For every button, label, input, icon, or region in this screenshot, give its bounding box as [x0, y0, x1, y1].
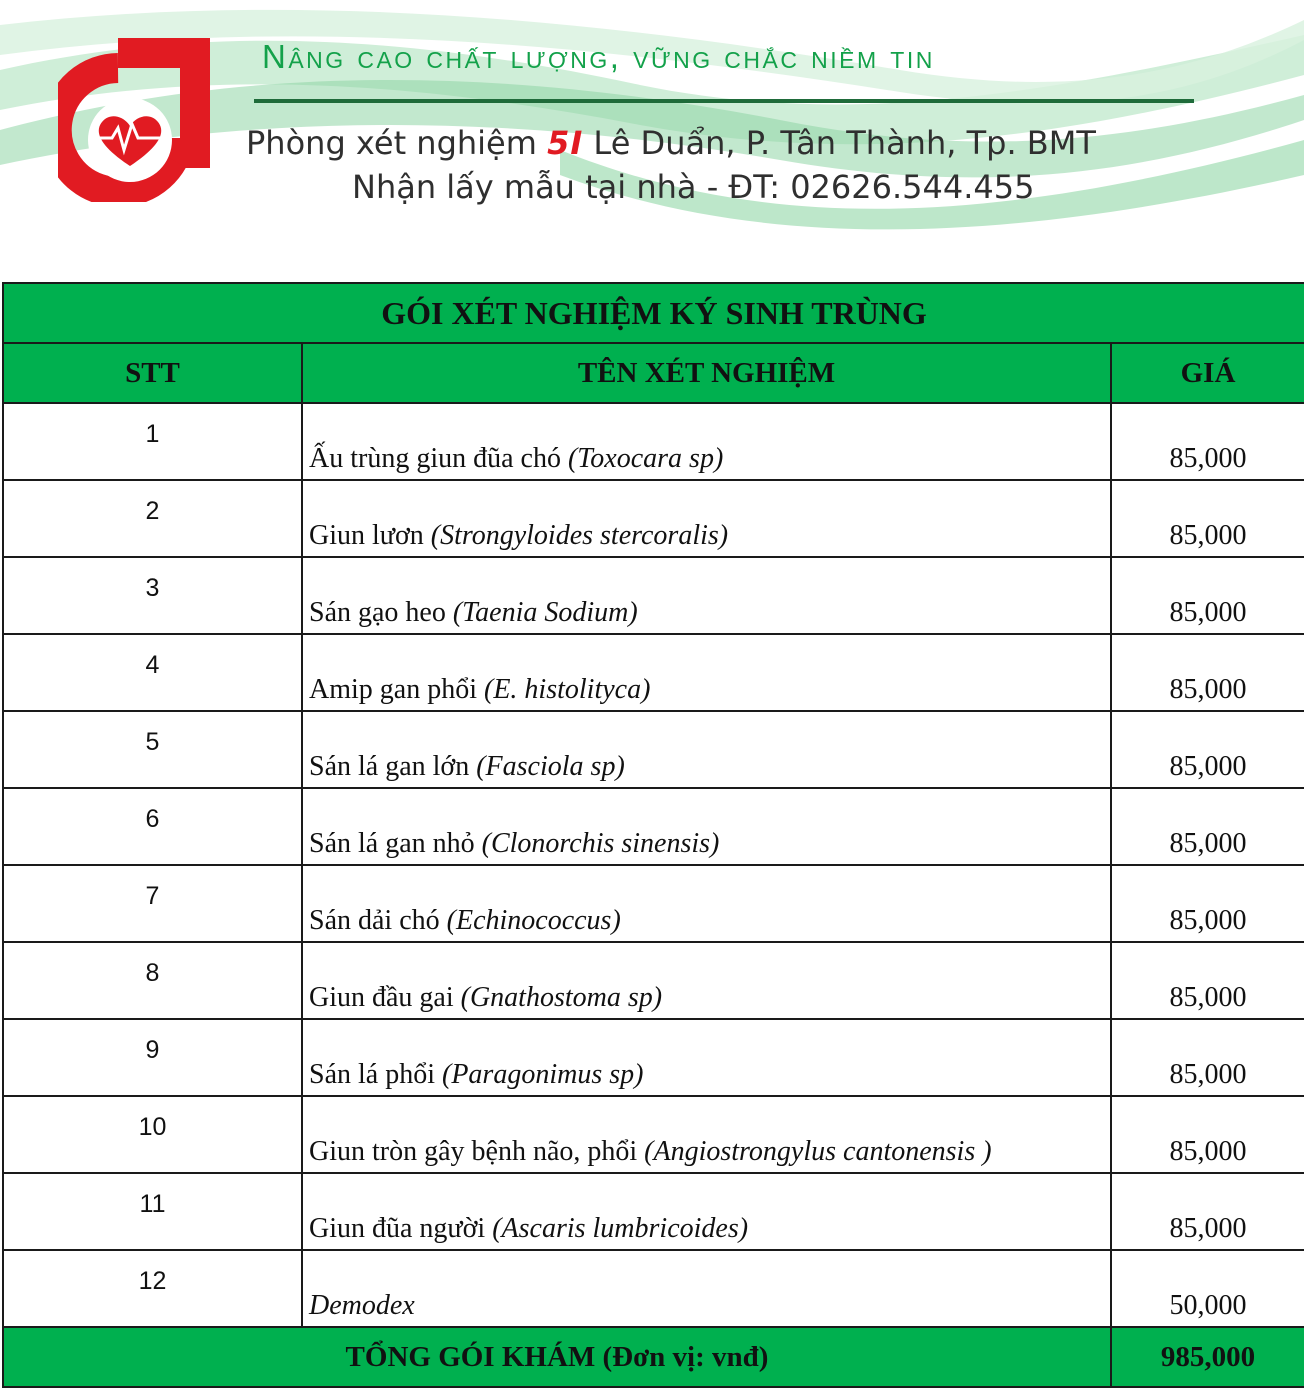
- address-line: [246, 124, 1096, 162]
- test-name-vi: Ấu trùng giun đũa chó: [309, 443, 561, 474]
- table-row: [3, 788, 1304, 865]
- header-name: TÊN XÉT NGHIỆM: [302, 343, 1111, 403]
- table-row: [3, 1096, 1304, 1173]
- row-test-name: [302, 480, 1111, 557]
- test-name-vi: Giun tròn gây bệnh não, phổi: [309, 1136, 638, 1167]
- row-price: 85,000: [1111, 1096, 1304, 1173]
- test-name-vi: Sán lá phổi: [309, 1059, 435, 1090]
- table-row: [3, 1019, 1304, 1096]
- table-row: [3, 557, 1304, 634]
- test-name-scientific: (Gnathostoma sp): [460, 982, 663, 1013]
- test-name-scientific: (Clonorchis sinensis): [481, 828, 720, 859]
- test-name-vi: Sán lá gan nhỏ: [309, 828, 475, 859]
- test-name-scientific: (Fasciola sp): [476, 751, 625, 782]
- table-row: [3, 865, 1304, 942]
- table-title-row: [3, 283, 1304, 343]
- clinic-logo: [58, 32, 218, 202]
- test-name-scientific: (Toxocara sp): [567, 443, 724, 474]
- table-row: [3, 634, 1304, 711]
- row-stt: 7: [3, 865, 302, 942]
- price-table: [2, 282, 1304, 1388]
- test-name-vi: Giun đũa người: [309, 1213, 486, 1244]
- table-row: [3, 711, 1304, 788]
- test-name-scientific: (E. histolityca): [484, 674, 651, 705]
- table-row: [3, 1250, 1304, 1327]
- address-suffix: Lê Duẩn, P. Tân Thành, Tp. BMT: [593, 124, 1096, 162]
- test-name-scientific: (Ascaris lumbricoides): [492, 1213, 749, 1244]
- test-name-scientific: (Taenia Sodium): [452, 597, 638, 628]
- row-stt: 3: [3, 557, 302, 634]
- test-name-vi: Giun đầu gai: [309, 982, 454, 1013]
- row-test-name: [302, 865, 1111, 942]
- header-divider: [254, 99, 1194, 103]
- row-price: 85,000: [1111, 557, 1304, 634]
- row-stt: 4: [3, 634, 302, 711]
- row-stt: 12: [3, 1250, 302, 1327]
- row-price: 85,000: [1111, 942, 1304, 1019]
- row-stt: 6: [3, 788, 302, 865]
- row-test-name: [302, 942, 1111, 1019]
- row-price: 85,000: [1111, 1173, 1304, 1250]
- row-test-name: [302, 1096, 1111, 1173]
- phone-line: Nhận lấy mẫu tại nhà - ĐT: 02626.544.455: [352, 168, 1035, 206]
- row-test-name: [302, 557, 1111, 634]
- test-name-scientific: (Echinococcus): [446, 905, 621, 936]
- row-stt: 5: [3, 711, 302, 788]
- row-test-name: [302, 403, 1111, 480]
- row-price: 85,000: [1111, 1019, 1304, 1096]
- slogan: Nâng cao chất lượng, vững chắc niềm tin: [262, 38, 935, 75]
- row-price: 85,000: [1111, 403, 1304, 480]
- table-row: [3, 942, 1304, 1019]
- row-test-name: [302, 634, 1111, 711]
- header-banner: [0, 0, 1304, 240]
- row-stt: 9: [3, 1019, 302, 1096]
- row-stt: 10: [3, 1096, 302, 1173]
- row-test-name: [302, 711, 1111, 788]
- test-name-vi: Sán dải chó: [309, 905, 440, 936]
- row-price: 50,000: [1111, 1250, 1304, 1327]
- test-name-vi: Amip gan phổi: [309, 674, 477, 705]
- test-name-scientific: (Paragonimus sp): [442, 1059, 644, 1090]
- row-stt: 1: [3, 403, 302, 480]
- test-name-vi: Sán lá gan lớn: [309, 751, 470, 782]
- table-row: [3, 480, 1304, 557]
- header-price: GIÁ: [1111, 343, 1304, 403]
- brand-mark: 5I: [547, 124, 584, 162]
- row-price: 85,000: [1111, 480, 1304, 557]
- total-row: [3, 1327, 1304, 1387]
- test-name-scientific: (Strongyloides stercoralis): [430, 520, 729, 551]
- table-header-row: [3, 343, 1304, 403]
- test-name-scientific: Demodex: [309, 1290, 415, 1321]
- header-stt: STT: [3, 343, 302, 403]
- row-stt: 11: [3, 1173, 302, 1250]
- table-title: GÓI XÉT NGHIỆM KÝ SINH TRÙNG: [3, 283, 1304, 343]
- row-price: 85,000: [1111, 788, 1304, 865]
- row-price: 85,000: [1111, 634, 1304, 711]
- table-row: [3, 1173, 1304, 1250]
- row-test-name: [302, 788, 1111, 865]
- address-prefix: Phòng xét nghiệm: [246, 124, 537, 162]
- table-row: [3, 403, 1304, 480]
- row-test-name: [302, 1019, 1111, 1096]
- row-price: 85,000: [1111, 865, 1304, 942]
- row-price: 85,000: [1111, 711, 1304, 788]
- row-stt: 8: [3, 942, 302, 1019]
- row-test-name: [302, 1173, 1111, 1250]
- test-name-scientific: (Angiostrongylus cantonensis ): [644, 1136, 992, 1167]
- test-name-vi: Sán gạo heo: [309, 597, 446, 628]
- row-stt: 2: [3, 480, 302, 557]
- test-name-vi: Giun lươn: [309, 520, 424, 551]
- total-label: TỔNG GÓI KHÁM (Đơn vị: vnđ): [3, 1327, 1111, 1387]
- row-test-name: [302, 1250, 1111, 1327]
- total-value: 985,000: [1111, 1327, 1304, 1387]
